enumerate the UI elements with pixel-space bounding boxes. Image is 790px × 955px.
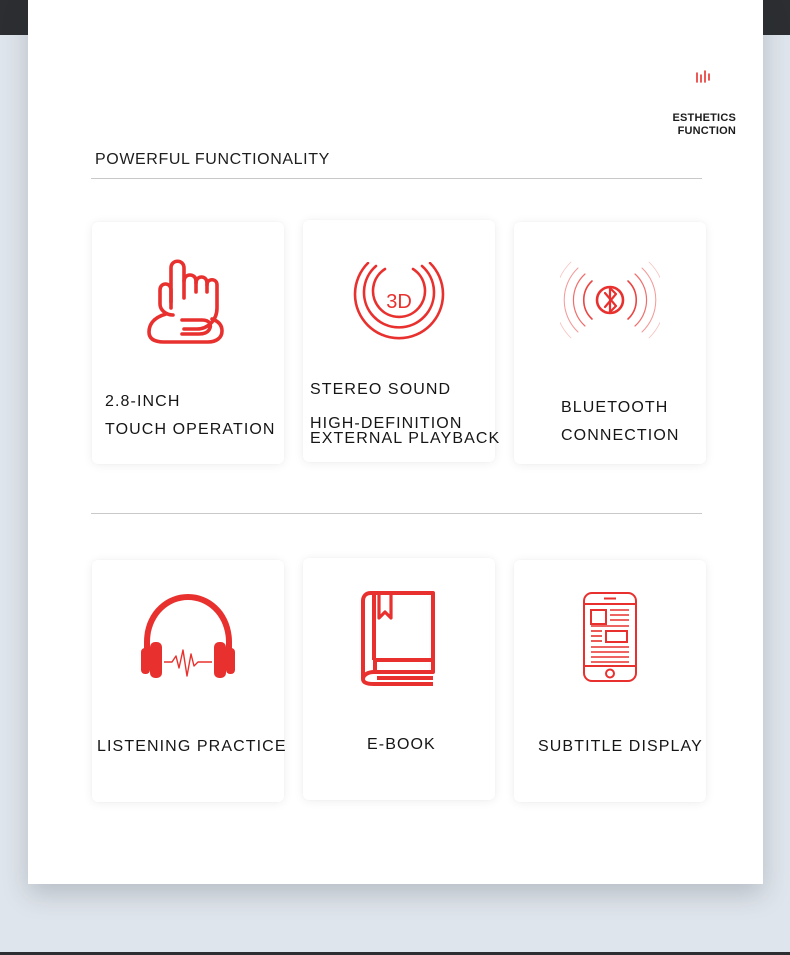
section-divider bbox=[91, 178, 702, 179]
bluetooth-icon bbox=[560, 256, 660, 346]
brand-logo bbox=[666, 66, 736, 140]
feature-stereo-line1: STEREO SOUND bbox=[310, 381, 452, 398]
feature-card-subtitle bbox=[514, 560, 706, 802]
touch-finger-icon bbox=[144, 248, 234, 348]
feature-ebook-label: E-BOOK bbox=[367, 736, 436, 753]
headphones-icon bbox=[136, 592, 240, 680]
feature-bluetooth-line2: CONNECTION bbox=[561, 427, 680, 444]
stereo-3d-icon bbox=[352, 262, 446, 346]
feature-stereo-line3: EXTERNAL PLAYBACK bbox=[310, 430, 501, 447]
feature-stereo-line2: HIGH-DEFINITION bbox=[310, 415, 463, 432]
phone-subtitle-icon bbox=[582, 591, 638, 683]
sound-bars-logo-icon bbox=[695, 70, 713, 84]
row-divider bbox=[91, 513, 702, 514]
section-title: POWERFUL FUNCTIONALITY bbox=[95, 151, 330, 168]
brand-name-line2: FUNCTION bbox=[677, 125, 736, 137]
feature-touch-line1: 2.8-INCH bbox=[105, 393, 181, 410]
feature-listening-label: LISTENING PRACTICE bbox=[97, 738, 287, 755]
stereo-3d-badge: 3D bbox=[386, 291, 412, 313]
book-icon bbox=[359, 590, 439, 686]
feature-card-stereo bbox=[303, 220, 501, 462]
brand-name-line1: ESTHETICS bbox=[672, 112, 736, 124]
product-page bbox=[28, 0, 763, 884]
feature-touch-line2: TOUCH OPERATION bbox=[105, 421, 276, 438]
feature-card-listening bbox=[92, 560, 287, 802]
feature-card-ebook bbox=[303, 558, 495, 800]
feature-bluetooth-line1: BLUETOOTH bbox=[561, 399, 669, 416]
feature-subtitle-label: SUBTITLE DISPLAY bbox=[538, 738, 703, 755]
feature-card-bluetooth bbox=[514, 222, 706, 464]
feature-card-touch bbox=[92, 222, 284, 464]
